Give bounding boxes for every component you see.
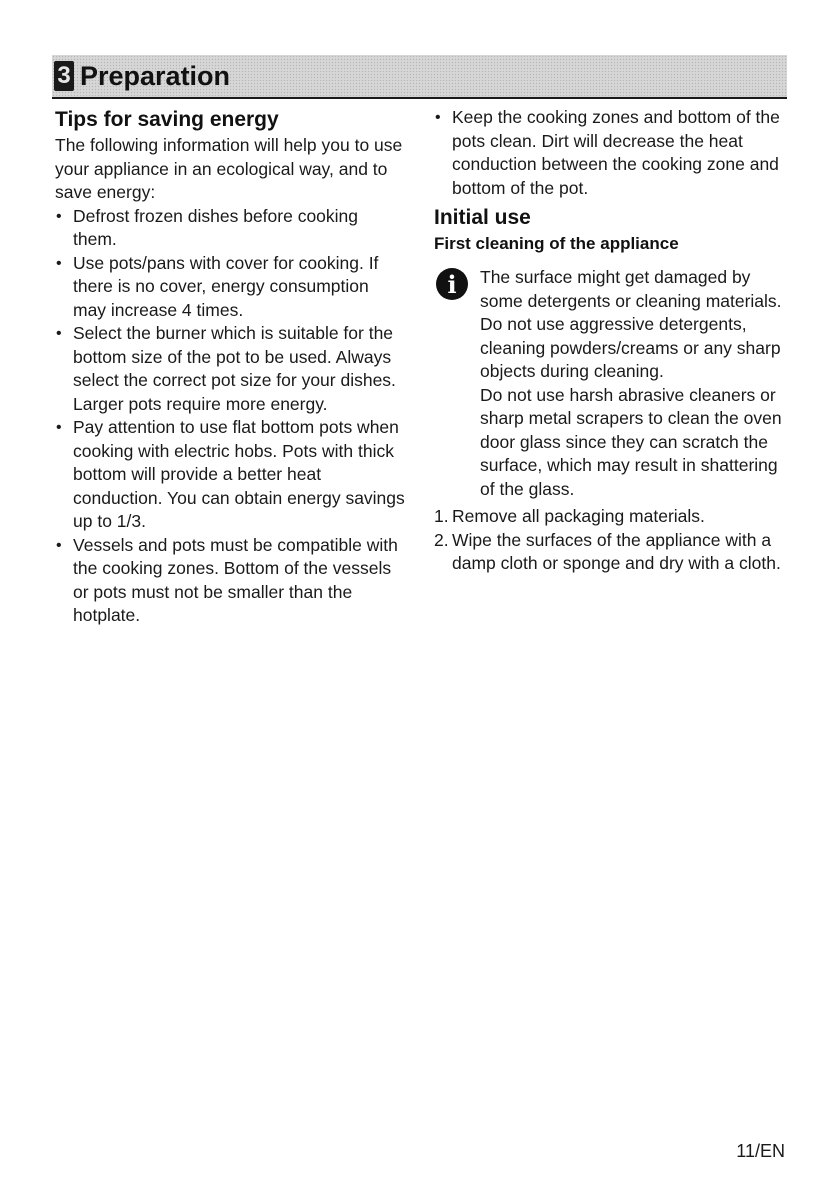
section-header <box>52 55 787 99</box>
step-number: 2. <box>434 529 449 550</box>
bullet-icon: • <box>56 254 62 272</box>
left-column <box>55 106 405 628</box>
tips-list-continued <box>434 106 790 200</box>
info-notice <box>434 266 790 501</box>
tips-list <box>55 205 405 628</box>
info-icon: i <box>436 268 468 300</box>
notice-text: The surface might get damaged by some detergents or cleaning materials. <box>480 267 782 311</box>
section-title: Preparation <box>80 60 231 91</box>
steps-list <box>434 505 790 576</box>
list-item <box>55 252 405 323</box>
bullet-icon: • <box>56 536 62 554</box>
list-item-text: Select the burner which is suitable for the bottom size of the pot to be used. Always select the correct pot size for your dishes. Larger pots require more energy. <box>73 323 396 414</box>
list-item <box>55 322 405 416</box>
right-column <box>434 106 790 576</box>
list-item-text: Vessels and pots must be compatible with the cooking zones. Bottom of the vessels or pots must not be smaller than the hotplate. <box>73 534 398 625</box>
list-item <box>434 106 790 200</box>
bullet-icon: • <box>56 325 62 342</box>
list-item-text: Keep the cooking zones and bottom of the pots clean. Dirt will decrease the heat conduction between the cooking zone and bottom of the pot. <box>452 107 780 198</box>
step-text: Wipe the surfaces of the appliance with a damp cloth or sponge and dry with a cloth. <box>452 529 781 573</box>
bullet-icon: • <box>435 109 441 126</box>
section-number: 3 <box>54 61 74 91</box>
step-item <box>434 505 790 529</box>
bullet-icon: • <box>56 207 62 225</box>
notice-text: Do not use aggressive detergents, cleaning powders/creams or any sharp objects during cleaning. <box>480 314 781 381</box>
tips-heading: Tips for saving energy <box>55 108 279 131</box>
initial-use-heading: Initial use <box>434 206 531 229</box>
step-item <box>434 529 790 576</box>
first-cleaning-subheading: First cleaning of the appliance <box>434 234 679 253</box>
bullet-icon: • <box>56 419 62 436</box>
list-item-text: Use pots/pans with cover for cooking. If there is no cover, energy consumption may increase 4 times. <box>73 252 379 320</box>
tips-intro: The following information will help you to use your appliance in an ecological way, and to save energy: <box>55 135 403 202</box>
list-item <box>55 534 405 628</box>
step-number: 1. <box>434 506 449 526</box>
list-item-text: Defrost frozen dishes before cooking them. <box>73 205 359 249</box>
list-item <box>55 416 405 534</box>
page-number: 11/EN <box>736 1141 785 1161</box>
notice-text: Do not use harsh abrasive cleaners or sharp metal scrapers to clean the oven door glass since they can scratch the surface, which may result in shattering of the glass. <box>480 384 782 499</box>
step-text: Remove all packaging materials. <box>452 506 705 526</box>
list-item <box>55 205 405 252</box>
list-item-text: Pay attention to use flat bottom pots when cooking with electric hobs. Pots with thick bottom will provide a better heat conduction. You can obtain energy savings up to 1/3. <box>73 417 405 531</box>
